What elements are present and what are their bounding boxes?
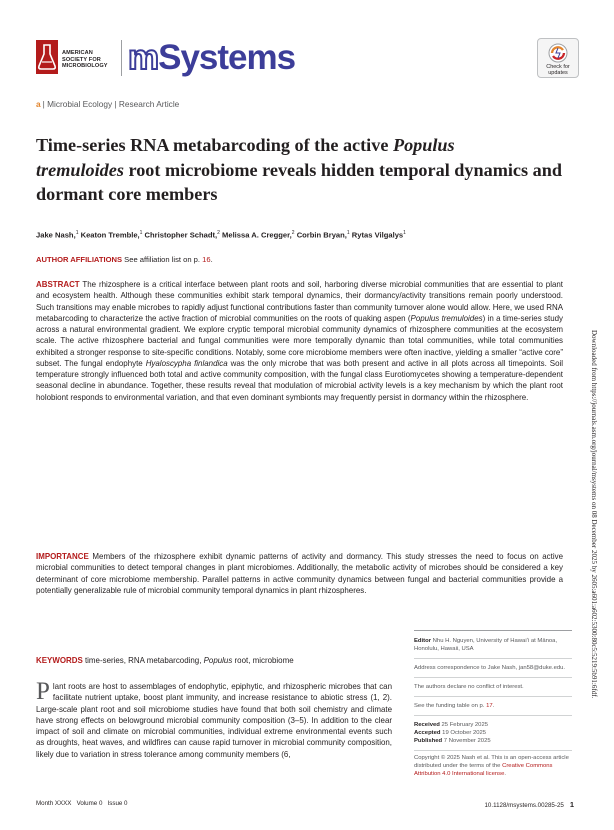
check-updates-line-2: updates: [548, 70, 568, 76]
article-category: [36, 99, 179, 109]
author-name[interactable]: Christopher Schadt,: [142, 230, 218, 240]
article-title: [36, 133, 576, 207]
abstract-text-1: The rhizosphere is a critical interface between plant roots and soil, harboring diverse microbial communities that are essential to plant and ecosystem health. Although these communities exhibit stark temporal dynamics, their dormancy/activity transitions remain poorly understood. Such transitions may enable microbes to rapidly adjust functional contributions faster than community turnover alone would allow. Here, we used RNA metabarcoding to characterize the active fraction of microbial communities on the roots of quaking aspen (: [36, 280, 563, 323]
keywords: [36, 656, 294, 665]
correspondence-block: [414, 662, 572, 678]
header-divider: [121, 40, 122, 76]
dates-block: [414, 719, 572, 751]
keywords-text-2: root, microbiome: [232, 656, 294, 665]
published-value: 7 November 2025: [442, 738, 491, 744]
accepted-date: [414, 729, 572, 737]
author-affil: 1: [346, 230, 350, 236]
body-paragraph: [36, 678, 392, 760]
page-number: 1: [569, 800, 574, 809]
copyright-text: Copyright © 2025 Nash et al. This is an open-access article distributed under the terms of the: [414, 755, 569, 769]
footer-issue-info: Month XXXX Volume 0 Issue 0: [36, 800, 128, 807]
editor-label: Editor: [414, 638, 432, 644]
title-italic-2: tremuloides: [36, 159, 124, 180]
license-end: .: [504, 771, 507, 777]
check-updates-line-1: Check for: [546, 64, 570, 70]
author-affil: 2: [217, 230, 220, 236]
msystems-logo: [128, 38, 295, 80]
editor-block: [414, 635, 572, 659]
keywords-text-1: time-series, RNA metabarcoding,: [82, 656, 204, 665]
title-part-1: Time-series RNA metabarcoding of the active: [36, 135, 393, 155]
article-info-sidebar: [414, 630, 572, 778]
abstract-label: ABSTRACT: [36, 280, 80, 289]
keywords-label: KEYWORDS: [36, 656, 83, 665]
doi-text[interactable]: 10.1128/msystems.00285-25: [484, 802, 564, 809]
category-text: | Microbial Ecology | Research Article: [42, 99, 180, 109]
author-name[interactable]: Melissa A. Cregger,: [219, 230, 292, 240]
download-stamp-text: Downloaded from https://journals.asm.org/journal/msystems on 08 December 2025 by 2605:a601:a602:5300:80c5:5219:5b91:6fdf.: [590, 330, 598, 699]
author-affil: 1: [403, 230, 406, 236]
asm-logo: [36, 40, 116, 76]
importance: [36, 551, 563, 596]
funding-text: See the funding table on p.: [414, 703, 487, 709]
license-link[interactable]: Creative Commons Attribution 4.0 International license: [414, 763, 553, 777]
check-updates-label: [538, 64, 578, 76]
msystems-logo-text: Systems: [158, 38, 296, 77]
received-value: 25 February 2025: [439, 722, 489, 728]
conflict-text: The authors declare no conflict of interest.: [414, 684, 524, 690]
funding-end: .: [492, 703, 495, 709]
asm-line-1: AMERICAN: [62, 50, 93, 56]
abstract: [36, 279, 563, 403]
copyright-block: [414, 754, 572, 778]
importance-text: Members of the rhizosphere exhibit dynamic patterns of activity and dormancy. This study stresses the need to focus on active microbial communities to detect temporal changes in plant microbiomes. Additionally, the metabolic activity of microbes should be considered a key determinant of core microbiome membership. Parallel patterns in active community dynamics between fungal and bacterial communities provide a potentially generalizable rule of microbial community temporal dynamics in plant rhizospheres.: [36, 552, 563, 595]
download-stamp: [590, 330, 602, 750]
funding-page-link[interactable]: 17: [486, 703, 493, 709]
affiliations-page-link[interactable]: 16: [202, 255, 211, 264]
published-date: [414, 737, 572, 745]
author-affil: 2: [291, 230, 295, 236]
affiliations-end: .: [210, 255, 213, 264]
author-name[interactable]: Keaton Tremble,: [78, 230, 140, 240]
msystems-logo-m: m: [128, 38, 159, 77]
author-name[interactable]: Rytas Vilgalys: [349, 230, 404, 240]
title-part-3: root microbiome reveals hidden temporal dynamics and dormant core members: [36, 159, 562, 205]
asm-line-3: MICROBIOLOGY: [62, 63, 108, 70]
check-updates-icon: [547, 42, 569, 64]
abstract-text-2: ) in a time-series study across a natural environmental gradient. We explore cryptic temporal microbial community dynamics of rhizosphere communities at the ecosystem scale. The active rhizosphere bacterial and fungal communities were more temporally dynamic than total communities, while total communities exhibited a stronger response to site-specific conditions. Notably, some core microbiome members were often inactive, yielding a smaller “active core” subset. The fungal endophyte: [36, 313, 564, 368]
body-text: lant roots are host to assemblages of endophytic, epiphytic, and rhizospheric microbes that can facilitate nutrient uptake, boost plant immunity, and increase resistance to abiotic stress (1, 2). Large-scale plant root and soil microbiome studies have found that both soil chemistry and climate have strong effects on belowground microbial community composition (3–5). In addition to the clear impact of soil and climate on microbial communities, individual extreme environmental events such as droughts, heat waves, and wildfires can cause rapid turnover in microbial community composition, likely due to variation in stress tolerance among community members (6,: [36, 682, 392, 759]
correspondence-text[interactable]: Address correspondence to Jake Nash, jan58@duke.edu.: [414, 665, 566, 671]
received-label: Received: [414, 722, 440, 728]
footer-doi: [484, 800, 574, 809]
conflict-block: [414, 681, 572, 697]
author-name[interactable]: Corbin Bryan,: [294, 230, 347, 240]
editor-text: Nhu H. Nguyen, University of Hawaiʻi at Mānoa, Honolulu, Hawaii, USA: [414, 638, 558, 652]
accepted-label: Accepted: [414, 730, 441, 736]
title-italic-1: Populus: [392, 135, 455, 155]
author-name[interactable]: Jake Nash,: [36, 230, 76, 240]
abstract-text-3: was the only microbe that was both present and active in all plots across all timepoints. Soil temperature strongly influenced both total and active community composition, with the fungal class Eurotiomycetes showing a temperature-dependent seasonal decline in abundance. Together, these results reveal that modulation of microbial activity levels is a key mechanism by which the plant root holobiont responds to environmental variation, and that even dominant symbionts may frequently persist in dormancy within the rhizosphere.: [36, 358, 564, 402]
author-affil: 1: [139, 230, 143, 236]
funding-block: [414, 700, 572, 716]
abstract-italic-1: Populus tremuloides: [410, 313, 483, 323]
abstract-italic-2: Hyaloscypha finlandica: [145, 358, 228, 368]
asm-flask-icon: [36, 40, 58, 74]
importance-label: IMPORTANCE: [36, 552, 89, 561]
open-access-icon: a: [36, 99, 41, 109]
author-affil: 1: [75, 230, 79, 236]
published-label: Published: [414, 738, 443, 744]
author-list: [36, 230, 406, 240]
drop-cap: P: [36, 678, 50, 705]
asm-wordmark: [62, 50, 108, 70]
accepted-value: 19 October 2025: [440, 730, 487, 736]
check-for-updates-badge[interactable]: [537, 38, 579, 78]
author-affiliations: [36, 255, 213, 264]
affiliations-label: AUTHOR AFFILIATIONS: [36, 255, 123, 264]
keywords-italic: Populus: [203, 656, 233, 665]
received-date: [414, 721, 572, 729]
asm-line-2: SOCIETY FOR: [62, 56, 101, 63]
affiliations-text: See affiliation list on p.: [122, 255, 203, 264]
